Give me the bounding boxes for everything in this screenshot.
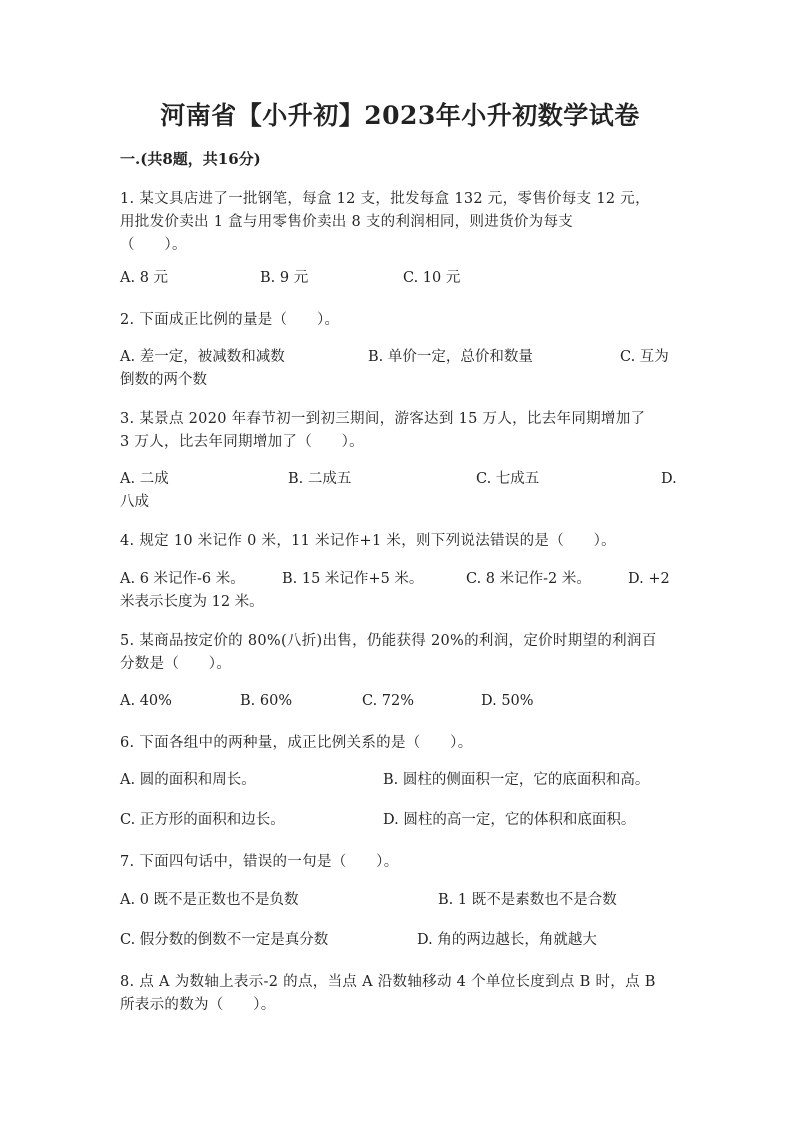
- question-4-line-1: 4. 规定 10 米记作 0 米，11 米记作+1 米，则下列说法错误的是（ ）。: [120, 533, 616, 549]
- question-4-option-d[interactable]: D. +2: [628, 571, 670, 587]
- question-3-option-a[interactable]: A. 二成: [120, 471, 169, 487]
- question-1-options: [120, 267, 685, 313]
- question-6-options-row-2: [120, 809, 685, 855]
- question-6-option-c[interactable]: C. 正方形的面积和边长。: [120, 812, 285, 828]
- question-2-option-c-wrap[interactable]: 倒数的两个数: [120, 372, 207, 388]
- question-5: [120, 630, 685, 676]
- question-5-option-a[interactable]: A. 40%: [120, 693, 172, 709]
- question-6-option-b[interactable]: B. 圆柱的侧面积一定，它的底面积和高。: [383, 772, 650, 788]
- question-5-option-d[interactable]: D. 50%: [481, 693, 534, 709]
- question-3: [120, 408, 685, 454]
- question-6-line-1: 6. 下面各组中的两种量，成正比例关系的是（ ）。: [120, 735, 473, 751]
- question-5-options: [120, 690, 685, 736]
- question-7-option-c[interactable]: C. 假分数的倒数不一定是真分数: [120, 932, 329, 948]
- question-8-line-1: 8. 点 A 为数轴上表示-2 的点，当点 A 沿数轴移动 4 个单位长度到点 B 时，点 B: [120, 974, 656, 990]
- question-1: [120, 188, 685, 257]
- question-3-options: [120, 468, 685, 514]
- question-2-option-c[interactable]: C. 互为: [620, 349, 669, 365]
- question-1-option-b[interactable]: B. 9 元: [260, 270, 309, 286]
- question-4-option-a[interactable]: A. 6 米记作-6 米。: [120, 571, 245, 587]
- question-5-line-2: 分数是（ ）。: [120, 656, 232, 672]
- question-1-line-3: （ ）。: [120, 237, 187, 253]
- question-6-option-a[interactable]: A. 圆的面积和周长。: [120, 772, 256, 788]
- question-5-option-c[interactable]: C. 72%: [362, 693, 415, 709]
- question-3-line-2: 3 万人，比去年同期增加了（ ）。: [120, 434, 364, 450]
- question-6-option-d[interactable]: D. 圆柱的高一定，它的体积和底面积。: [383, 812, 636, 828]
- question-8-line-2: 所表示的数为（ ）。: [120, 997, 276, 1013]
- question-1-option-a[interactable]: A. 8 元: [120, 270, 169, 286]
- question-2-option-b[interactable]: B. 单价一定，总价和数量: [368, 349, 533, 365]
- question-4-options: [120, 568, 685, 614]
- question-8: [120, 971, 685, 1017]
- question-1-line-2: 用批发价卖出 1 盒与用零售价卖出 8 支的利润相同，则进货价为每支: [120, 214, 574, 230]
- question-3-option-d-wrap[interactable]: 八成: [120, 494, 149, 510]
- exam-title: 河南省【小升初】2023年小升初数学试卷: [160, 101, 640, 130]
- question-7-options-row-2: [120, 929, 685, 975]
- question-5-option-b[interactable]: B. 60%: [240, 693, 293, 709]
- question-4-option-b[interactable]: B. 15 米记作+5 米。: [282, 571, 424, 587]
- question-7: [120, 851, 685, 874]
- question-3-line-1: 3. 某景点 2020 年春节初一到初三期间，游客达到 15 万人，比去年同期增加了: [120, 411, 646, 427]
- question-7-line-1: 7. 下面四句话中，错误的一句是（ ）。: [120, 854, 399, 870]
- question-2-option-a[interactable]: A. 差一定，被减数和减数: [120, 349, 285, 365]
- question-4-option-c[interactable]: C. 8 米记作-2 米。: [466, 571, 591, 587]
- question-7-option-a[interactable]: A. 0 既不是正数也不是负数: [120, 892, 299, 908]
- question-3-option-d[interactable]: D.: [661, 471, 677, 487]
- question-7-option-d[interactable]: D. 角的两边越长，角就越大: [417, 932, 597, 948]
- question-4: [120, 530, 685, 553]
- question-2-line-1: 2. 下面成正比例的量是（ ）。: [120, 312, 340, 328]
- question-2: [120, 309, 685, 332]
- question-1-option-c[interactable]: C. 10 元: [403, 270, 461, 286]
- question-3-option-c[interactable]: C. 七成五: [476, 471, 540, 487]
- section-heading: 一.(共8题，共16分): [120, 150, 261, 168]
- question-4-option-d-wrap[interactable]: 米表示长度为 12 米。: [120, 594, 264, 610]
- question-6: [120, 732, 685, 755]
- question-2-options: [120, 346, 685, 392]
- question-1-line-1: 1. 某文具店进了一批钢笔，每盒 12 支，批发每盒 132 元，零售价每支 12 元，: [120, 191, 650, 207]
- question-5-line-1: 5. 某商品按定价的 80%(八折)出售，仍能获得 20%的利润，定价时期望的利润百: [120, 633, 657, 649]
- question-7-option-b[interactable]: B. 1 既不是素数也不是合数: [438, 892, 617, 908]
- question-3-option-b[interactable]: B. 二成五: [288, 471, 352, 487]
